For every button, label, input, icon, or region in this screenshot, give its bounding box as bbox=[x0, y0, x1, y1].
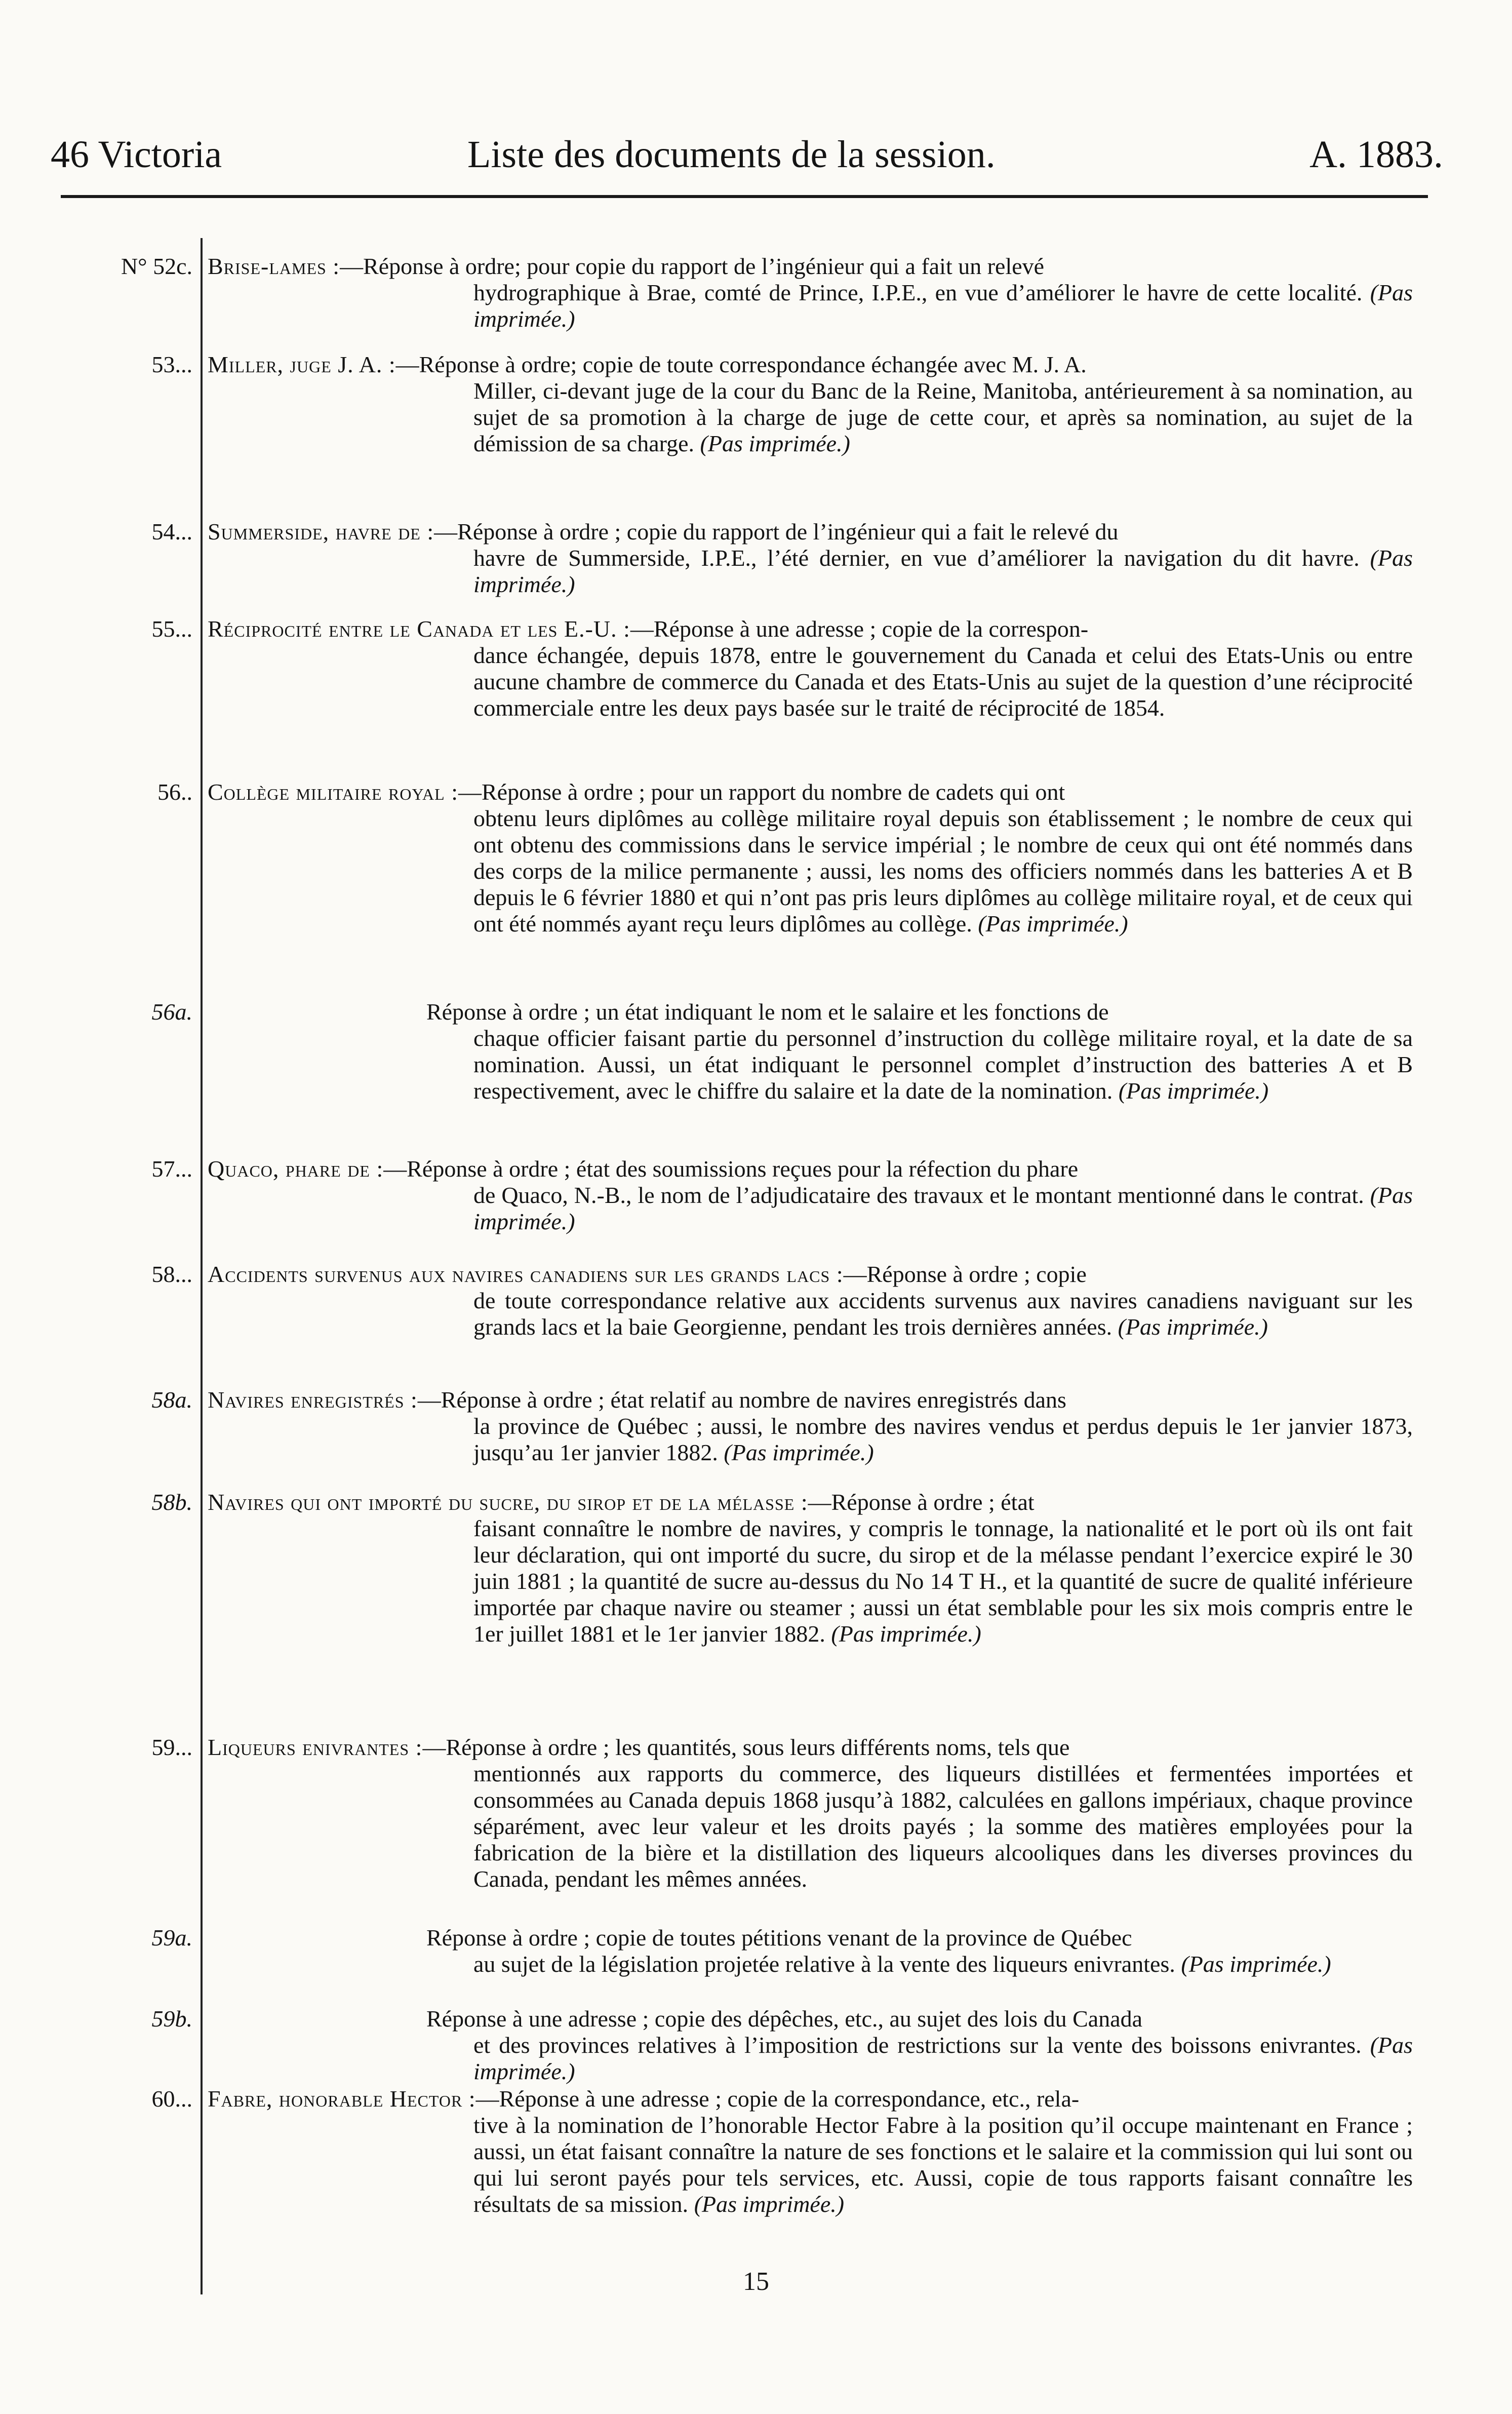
entry-number: 58b. bbox=[151, 1489, 192, 1515]
entry-subject: Brise-lames : bbox=[208, 253, 340, 279]
entry-title bbox=[208, 616, 1413, 642]
header-year: A. 1883. bbox=[1309, 133, 1443, 176]
entry-intro: —Réponse à ordre; pour copie du rapport de l’ingénieur qui a fait un relevé bbox=[340, 253, 1045, 279]
entry-number: 58... bbox=[151, 1261, 192, 1287]
entry-body-text: faisant connaître le nombre de navires, y compris le tonnage, la nationalité et le port où ils ont fait leur déclaration, qui ont importé du sucre, du sirop et de la mélasse pendant l’exercice expiré le 30 juin 1881 ; la quantité de sucre au-dessus du No 14 T H., et la quantité de sucre de qualité inférieure importée par chaque navire ou steamer ; aussi un état semblable pour les six mois compris entre le 1er juillet 1881 et le 1er janvier 1882. bbox=[473, 1515, 1413, 1647]
entry-number: 56a. bbox=[151, 999, 192, 1025]
entry-number: 53... bbox=[151, 352, 192, 377]
entry-title bbox=[208, 1156, 1413, 1182]
entry-number: 56.. bbox=[157, 779, 192, 805]
running-header bbox=[51, 127, 1443, 182]
entry-intro: Réponse à une adresse ; copie des dépêches, etc., au sujet des lois du Canada bbox=[426, 2006, 1143, 2032]
entry-title bbox=[208, 1387, 1413, 1413]
entry-body-text: mentionnés aux rapports du commerce, des liqueurs distillées et fermentées importées et consommées au Canada depuis 1868 jusqu’à 1882, calculées en gallons impériaux, chaque province séparément, avec leur valeur et les droits payés ; la somme des matières employées pour la fabrication de la bière et la distillation des liqueurs alcooliques dans les diverses provinces du Canada, pendant les mêmes années. bbox=[473, 1761, 1413, 1892]
entry-title bbox=[208, 2086, 1413, 2112]
entry-status: (Pas imprimée.) bbox=[1118, 1314, 1268, 1340]
entry-status: (Pas imprimée.) bbox=[831, 1621, 981, 1647]
entry-subject: Accidents survenus aux navires canadiens sur les grands lacs : bbox=[208, 1261, 844, 1287]
entry-subject: Quaco, phare de : bbox=[208, 1156, 384, 1182]
entry-body bbox=[473, 805, 1413, 937]
entry-title bbox=[208, 253, 1413, 280]
entry-body bbox=[473, 1951, 1413, 1977]
entry-intro: —Réponse à ordre ; copie bbox=[843, 1261, 1087, 1287]
entry-body bbox=[473, 378, 1413, 457]
entry-title bbox=[208, 519, 1413, 545]
entry-intro: —Réponse à ordre ; pour un rapport du nombre de cadets qui ont bbox=[458, 779, 1065, 805]
entry-number: 54... bbox=[151, 519, 192, 544]
entry-body bbox=[473, 2112, 1413, 2217]
entry-number: 59a. bbox=[151, 1925, 192, 1951]
entry-status: (Pas imprimée.) bbox=[1118, 1078, 1269, 1104]
entry-number: 58a. bbox=[151, 1387, 192, 1413]
entry-body-text: dance échangée, depuis 1878, entre le gouvernement du Canada et celui des Etats-Unis ou entre aucune chambre de commerce du Canada et des Etats-Unis au sujet de la question d’une réciprocité commerciale entre les deux pays basée sur le traité de réciprocité de 1854. bbox=[473, 642, 1413, 721]
entry-body bbox=[473, 1413, 1413, 1466]
entry-number: N° 52c. bbox=[121, 253, 192, 279]
entry-body-text: obtenu leurs diplômes au collège militaire royal depuis son établissement ; le nombre de ceux qui ont obtenu des commissions dans le service impérial ; le nombre de ceux qui ont été nommés dans des corps de la milice permanente ; aussi, les noms des officiers nommés dans les batteries A et B depuis le 6 février 1880 et qui n’ont pas pris leurs diplômes au collège militaire royal, et de ceux qui ont été nommés ayant reçu leurs diplômes au collège. bbox=[473, 805, 1413, 937]
entry-intro: —Réponse à ordre ; les quantités, sous leurs différents noms, tels que bbox=[422, 1734, 1070, 1760]
entry-body-text: au sujet de la législation projetée relative à la vente des liqueurs enivrantes. bbox=[473, 1951, 1175, 1977]
page-number: 15 bbox=[743, 2267, 769, 2296]
entry-intro: —Réponse à ordre ; état des soumissions reçues pour la réfection du phare bbox=[383, 1156, 1079, 1182]
entry-body-text: de toute correspondance relative aux accidents survenus aux navires canadiens naviguant sur les grands lacs et la baie Georgienne, pendant les trois dernières années. bbox=[473, 1288, 1413, 1340]
entry-body-text: chaque officier faisant partie du personnel d’instruction du collège militaire royal, et la date de sa nomination. Aussi, un état indiquant le personnel complet d’instruction des batteries A et B respectivement, avec le chiffre du salaire et la date de la nomination. bbox=[473, 1025, 1413, 1104]
entry-status: (Pas imprimée.) bbox=[473, 1182, 1413, 1234]
entry-subject: Navires qui ont importé du sucre, du sirop et de la mélasse : bbox=[208, 1489, 808, 1515]
entry-body bbox=[473, 545, 1413, 598]
entry-title bbox=[208, 1489, 1413, 1515]
entry-body-text: hydrographique à Brae, comté de Prince, I.P.E., en vue d’améliorer le havre de cette localité. bbox=[473, 280, 1363, 305]
entry-subject: Miller, juge J. A. : bbox=[208, 352, 396, 377]
entry-status: (Pas imprimée.) bbox=[473, 280, 1413, 332]
entry-subject: Réciprocité entre le Canada et les E.-U. : bbox=[208, 616, 630, 642]
entry-subject: Navires enregistrés : bbox=[208, 1387, 418, 1413]
entry-status: (Pas imprimée.) bbox=[473, 545, 1413, 597]
entry-status: (Pas imprimée.) bbox=[473, 2032, 1413, 2084]
entry-intro: —Réponse à une adresse ; copie de la correspondance, etc., rela- bbox=[475, 2086, 1080, 2112]
entry-number: 59... bbox=[151, 1734, 192, 1760]
entry-body-text: tive à la nomination de l’honorable Hector Fabre à la position qu’il occupe maintenant en France ; aussi, un état faisant connaître la nature de ses fonctions et le salaire et la commission qui lui sont ou qui lui seront payés pour tels services, etc. Aussi, copie de tous rapports faisant connaître les résultats de sa mission. bbox=[473, 2112, 1413, 2217]
entry-body bbox=[473, 1761, 1413, 1892]
entry-status: (Pas imprimée.) bbox=[724, 1439, 874, 1465]
entry-status: (Pas imprimée.) bbox=[700, 431, 850, 456]
entry-number: 59b. bbox=[151, 2006, 192, 2032]
entry-body-text: la province de Québec ; aussi, le nombre des navires vendus et perdus depuis le 1er janvier 1873, jusqu’au 1er janvier 1882. bbox=[473, 1413, 1413, 1465]
entry-intro: —Réponse à ordre ; état relatif au nombre de navires enregistrés dans bbox=[417, 1387, 1066, 1413]
entry-subject: Summerside, havre de : bbox=[208, 519, 434, 544]
entry-body bbox=[473, 642, 1413, 721]
entry-body bbox=[473, 1515, 1413, 1647]
entry-status: (Pas imprimée.) bbox=[1181, 1951, 1331, 1977]
entry-subject: Liqueurs enivrantes : bbox=[208, 1734, 423, 1760]
entry-intro: —Réponse à ordre ; état bbox=[808, 1489, 1034, 1515]
header-rule bbox=[61, 195, 1428, 198]
entry-body-text: havre de Summerside, I.P.E., l’été dernier, en vue d’améliorer la navigation du dit havre. bbox=[473, 545, 1360, 571]
entry-intro: —Réponse à une adresse ; copie de la correspon- bbox=[630, 616, 1089, 642]
entry-title bbox=[426, 1925, 1413, 1951]
entry-subject: Fabre, honorable Hector : bbox=[208, 2086, 476, 2112]
column-divider bbox=[201, 238, 203, 2294]
entry-body bbox=[473, 2032, 1413, 2085]
entry-status: (Pas imprimée.) bbox=[694, 2191, 845, 2217]
entry-body-text: et des provinces relatives à l’imposition de restrictions sur la vente des boissons enivrantes. bbox=[473, 2032, 1362, 2058]
entry-subject: Collège militaire royal : bbox=[208, 779, 458, 805]
entry-body-text: de Quaco, N.-B., le nom de l’adjudicataire des travaux et le montant mentionné dans le contrat. bbox=[473, 1182, 1364, 1208]
entry-title bbox=[208, 1261, 1413, 1288]
entry-title bbox=[426, 999, 1413, 1025]
entry-intro: Réponse à ordre ; copie de toutes pétitions venant de la province de Québec bbox=[426, 1925, 1132, 1951]
entry-number: 55... bbox=[151, 616, 192, 642]
entry-body bbox=[473, 280, 1413, 332]
header-title: Liste des documents de la session. bbox=[467, 133, 996, 176]
entry-number: 60... bbox=[151, 2086, 192, 2112]
header-session: 46 Victoria bbox=[51, 133, 222, 176]
entry-body bbox=[473, 1182, 1413, 1235]
entry-title bbox=[208, 352, 1413, 378]
entry-intro: —Réponse à ordre; copie de toute correspondance échangée avec M. J. A. bbox=[395, 352, 1087, 377]
entry-body-text: Miller, ci-devant juge de la cour du Banc de la Reine, Manitoba, antérieurement à sa nomination, au sujet de sa promotion à la charge de juge de cette cour, et après sa nomination, au sujet de la démission de sa charge. bbox=[473, 378, 1413, 456]
entry-body bbox=[473, 1288, 1413, 1340]
entry-intro: Réponse à ordre ; un état indiquant le nom et le salaire et les fonctions de bbox=[426, 999, 1109, 1025]
entry-status: (Pas imprimée.) bbox=[978, 911, 1128, 937]
entry-title bbox=[426, 2006, 1413, 2032]
entry-body bbox=[473, 1025, 1413, 1104]
entry-intro: —Réponse à ordre ; copie du rapport de l’ingénieur qui a fait le relevé du bbox=[434, 519, 1119, 544]
entry-number: 57... bbox=[151, 1156, 192, 1182]
entry-title bbox=[208, 779, 1413, 805]
entry-title bbox=[208, 1734, 1413, 1761]
